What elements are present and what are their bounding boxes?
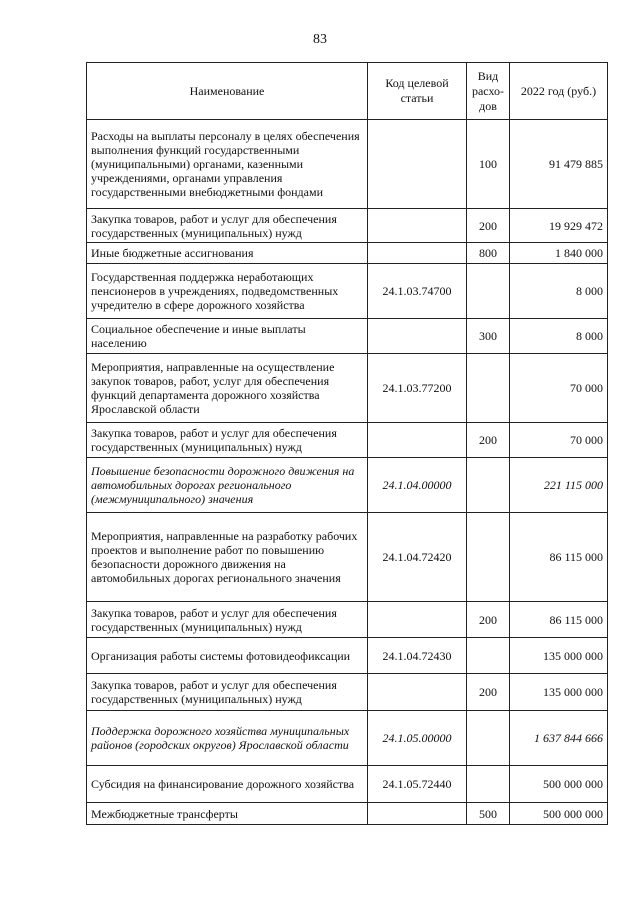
- header-amount: 2022 год (руб.): [510, 63, 608, 120]
- row-type: 800: [467, 243, 510, 264]
- row-type: [467, 766, 510, 803]
- table-row: [87, 803, 608, 825]
- row-name: Иные бюджетные ассигнования: [87, 243, 368, 264]
- row-code: 24.1.04.00000: [368, 458, 467, 513]
- row-type: 300: [467, 319, 510, 354]
- row-name: Закупка товаров, работ и услуг для обеспечения государственных (муниципальных) нужд: [87, 209, 368, 243]
- row-code: [368, 423, 467, 458]
- table-row: [87, 638, 608, 674]
- row-amount: 1 637 844 666: [510, 711, 608, 766]
- table-row: [87, 423, 608, 458]
- row-amount: 221 115 000: [510, 458, 608, 513]
- row-amount: 86 115 000: [510, 602, 608, 638]
- row-code: [368, 243, 467, 264]
- row-type: [467, 264, 510, 319]
- table-row: [87, 458, 608, 513]
- row-type: [467, 638, 510, 674]
- row-name: Субсидия на финансирование дорожного хозяйства: [87, 766, 368, 803]
- header-name: Наименование: [87, 63, 368, 120]
- table-row: [87, 354, 608, 423]
- row-amount: 70 000: [510, 423, 608, 458]
- page-number: 83: [313, 32, 327, 47]
- row-amount: 86 115 000: [510, 513, 608, 602]
- row-code: [368, 319, 467, 354]
- row-name: Расходы на выплаты персоналу в целях обеспечения выполнения функций государственными (муниципальными) органами, казенными учреждениями, органами управления государственными внебюджетными фондами: [87, 120, 368, 209]
- row-amount: 70 000: [510, 354, 608, 423]
- table-row: [87, 674, 608, 711]
- row-amount: 91 479 885: [510, 120, 608, 209]
- row-type: 200: [467, 209, 510, 243]
- row-name: Закупка товаров, работ и услуг для обеспечения государственных (муниципальных) нужд: [87, 674, 368, 711]
- row-amount: 135 000 000: [510, 674, 608, 711]
- row-code: 24.1.04.72420: [368, 513, 467, 602]
- row-name: Закупка товаров, работ и услуг для обеспечения государственных (муниципальных) нужд: [87, 602, 368, 638]
- row-name: Поддержка дорожного хозяйства муниципальных районов (городских округов) Ярославской области: [87, 711, 368, 766]
- row-name: Организация работы системы фотовидеофиксации: [87, 638, 368, 674]
- row-type: [467, 513, 510, 602]
- table-row: [87, 319, 608, 354]
- row-type: 100: [467, 120, 510, 209]
- row-amount: 135 000 000: [510, 638, 608, 674]
- row-code: [368, 803, 467, 825]
- row-type: [467, 458, 510, 513]
- table-row: [87, 209, 608, 243]
- row-name: Закупка товаров, работ и услуг для обеспечения государственных (муниципальных) нужд: [87, 423, 368, 458]
- table-row: [87, 766, 608, 803]
- row-amount: 8 000: [510, 319, 608, 354]
- row-code: 24.1.03.77200: [368, 354, 467, 423]
- row-code: [368, 674, 467, 711]
- table-header-row: [87, 63, 608, 120]
- header-type: Вид расхо-дов: [467, 63, 510, 120]
- budget-table: [86, 62, 608, 825]
- row-code: 24.1.05.00000: [368, 711, 467, 766]
- row-code: [368, 602, 467, 638]
- table-row: [87, 120, 608, 209]
- row-amount: 19 929 472: [510, 209, 608, 243]
- table-row: [87, 243, 608, 264]
- row-name: Социальное обеспечение и иные выплаты населению: [87, 319, 368, 354]
- row-type: [467, 711, 510, 766]
- table-row: [87, 711, 608, 766]
- header-code: Код целевой статьи: [368, 63, 467, 120]
- table-row: [87, 513, 608, 602]
- row-name: Повышение безопасности дорожного движения на автомобильных дорогах регионального (межмуниципального) значения: [87, 458, 368, 513]
- row-type: 200: [467, 674, 510, 711]
- table-row: [87, 264, 608, 319]
- row-amount: 1 840 000: [510, 243, 608, 264]
- row-code: 24.1.05.72440: [368, 766, 467, 803]
- row-name: Межбюджетные трансферты: [87, 803, 368, 825]
- row-code: 24.1.03.74700: [368, 264, 467, 319]
- row-name: Мероприятия, направленные на осуществление закупок товаров, работ, услуг для обеспечения функций департамента дорожного хозяйства Ярославской области: [87, 354, 368, 423]
- table-body: [87, 120, 608, 825]
- row-code: [368, 209, 467, 243]
- row-type: [467, 354, 510, 423]
- row-name: Государственная поддержка неработающих пенсионеров в учреждениях, подведомственных учредителю в сфере дорожного хозяйства: [87, 264, 368, 319]
- row-amount: 500 000 000: [510, 803, 608, 825]
- table-row: [87, 602, 608, 638]
- row-amount: 500 000 000: [510, 766, 608, 803]
- row-code: [368, 120, 467, 209]
- row-code: 24.1.04.72430: [368, 638, 467, 674]
- row-type: 200: [467, 602, 510, 638]
- row-name: Мероприятия, направленные на разработку рабочих проектов и выполнение работ по повышению безопасности дорожного движения на автомобильных дорогах регионального значения: [87, 513, 368, 602]
- row-type: 200: [467, 423, 510, 458]
- row-amount: 8 000: [510, 264, 608, 319]
- row-type: 500: [467, 803, 510, 825]
